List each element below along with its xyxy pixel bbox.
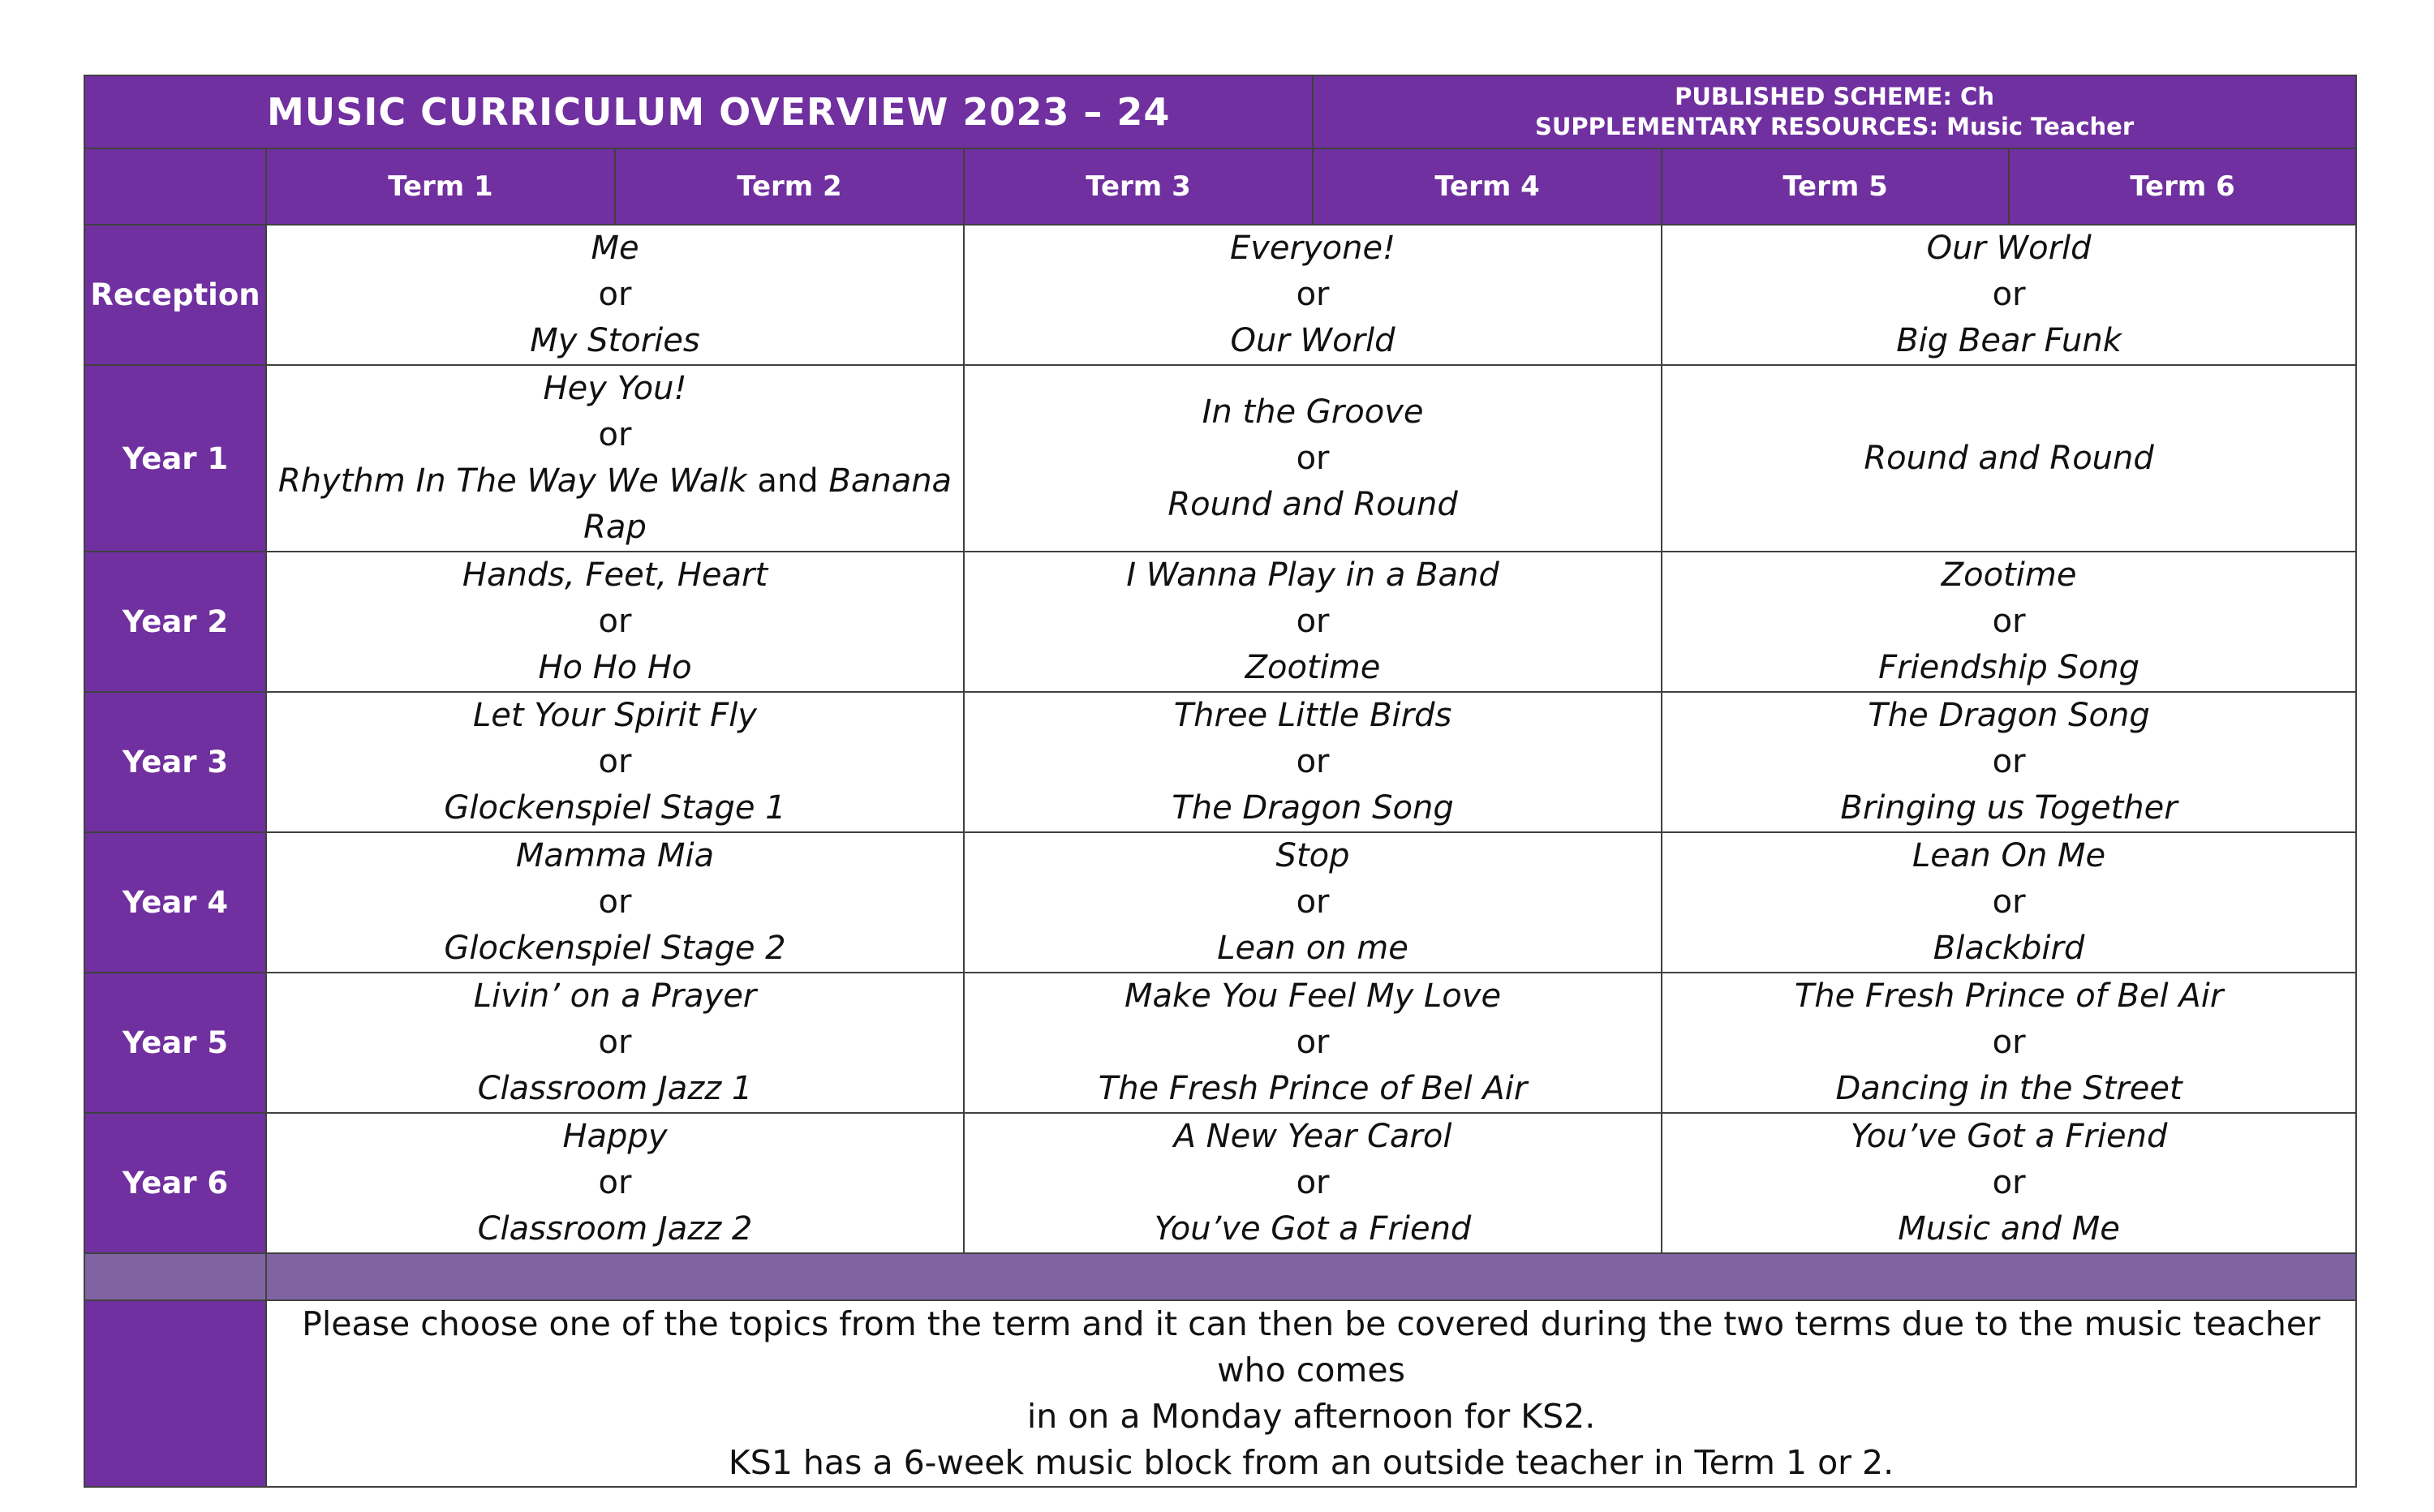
scheme-info bbox=[1313, 75, 2356, 148]
topic-option: The Fresh Prince of Bel Air bbox=[1794, 977, 2224, 1015]
topic-option: Everyone! bbox=[1229, 230, 1396, 267]
topic-option: Three Little Birds bbox=[1173, 697, 1452, 734]
topic-option: You’ve Got a Friend bbox=[1850, 1118, 2168, 1155]
topic-option: Rhythm In The Way We Walk bbox=[277, 462, 747, 500]
topic-option: Glockenspiel Stage 2 bbox=[444, 930, 786, 967]
topic-option: I Wanna Play in a Band bbox=[1126, 556, 1499, 594]
or-separator: or bbox=[598, 1164, 632, 1201]
title-row bbox=[84, 75, 2356, 148]
topic-cell bbox=[1662, 365, 2356, 552]
or-separator: or bbox=[598, 1024, 632, 1061]
topic-option-continued: Rap bbox=[583, 509, 647, 546]
topic-option: The Fresh Prince of Bel Air bbox=[1098, 1070, 1528, 1107]
page-title: MUSIC CURRICULUM OVERVIEW 2023 – 24 bbox=[84, 75, 1313, 148]
topic-option: Hands, Feet, Heart bbox=[462, 556, 768, 594]
topic-cell bbox=[266, 692, 964, 832]
topic-cell bbox=[964, 1113, 1662, 1253]
topic-option: Let Your Spirit Fly bbox=[473, 697, 757, 734]
topic-option: The Dragon Song bbox=[1868, 697, 2150, 734]
note-label-cell bbox=[84, 1300, 266, 1487]
or-separator: or bbox=[598, 743, 632, 780]
note-line: in on a Monday afternoon for KS2. bbox=[1026, 1397, 1596, 1436]
topic-option: Blackbird bbox=[1933, 930, 2085, 967]
separator-cell bbox=[84, 1253, 266, 1300]
and-separator: and bbox=[746, 462, 829, 500]
topic-option: Make You Feel My Love bbox=[1124, 977, 1502, 1015]
table-row bbox=[84, 225, 2356, 365]
or-separator: or bbox=[598, 883, 632, 921]
topic-option: You’ve Got a Friend bbox=[1154, 1210, 1472, 1248]
topic-option: Our World bbox=[1230, 322, 1395, 359]
or-separator: or bbox=[1296, 1024, 1330, 1061]
table-row bbox=[84, 1113, 2356, 1253]
row-label-year-1: Year 1 bbox=[84, 365, 266, 552]
topic-option: Bringing us Together bbox=[1840, 789, 2178, 827]
note-line: Please choose one of the topics from the term and it can then be covered during the two terms due to the music teacher who comes bbox=[302, 1304, 2320, 1390]
row-label-year-4: Year 4 bbox=[84, 832, 266, 973]
topic-option: Happy bbox=[562, 1118, 668, 1155]
topic-option: Lean On Me bbox=[1912, 837, 2106, 874]
topic-option: Banana bbox=[828, 462, 953, 500]
or-separator: or bbox=[598, 416, 632, 453]
or-separator: or bbox=[1296, 743, 1330, 780]
or-separator: or bbox=[1992, 603, 2026, 640]
topic-option: Zootime bbox=[1245, 649, 1381, 686]
topic-option: Big Bear Funk bbox=[1896, 322, 2122, 359]
topic-option: Zootime bbox=[1941, 556, 2077, 594]
term-header-2: Term 2 bbox=[615, 148, 964, 225]
topic-option: Round and Round bbox=[1168, 485, 1458, 523]
table-row bbox=[84, 973, 2356, 1113]
table-row bbox=[84, 552, 2356, 692]
row-label-year-2: Year 2 bbox=[84, 552, 266, 692]
separator-cell bbox=[266, 1253, 2356, 1300]
term-header-1: Term 1 bbox=[266, 148, 615, 225]
note-text bbox=[266, 1300, 2356, 1487]
topic-option: Livin’ on a Prayer bbox=[473, 977, 757, 1015]
topic-cell bbox=[1662, 552, 2356, 692]
topic-cell bbox=[964, 365, 1662, 552]
topic-option: Music and Me bbox=[1898, 1210, 2120, 1248]
topic-option: Round and Round bbox=[1864, 439, 2154, 477]
topic-option: Hey You! bbox=[543, 370, 687, 407]
term-header-6: Term 6 bbox=[2009, 148, 2356, 225]
row-label-year-6: Year 6 bbox=[84, 1113, 266, 1253]
topic-cell bbox=[964, 692, 1662, 832]
topic-cell bbox=[266, 1113, 964, 1253]
or-separator: or bbox=[598, 603, 632, 640]
topic-cell bbox=[266, 973, 964, 1113]
topic-option: Ho Ho Ho bbox=[538, 649, 692, 686]
topic-cell bbox=[964, 973, 1662, 1113]
or-separator: or bbox=[1296, 883, 1330, 921]
row-label-reception: Reception bbox=[84, 225, 266, 365]
term-header-4: Term 4 bbox=[1313, 148, 1662, 225]
topic-option: Dancing in the Street bbox=[1835, 1070, 2182, 1107]
supplementary-resources: SUPPLEMENTARY RESOURCES: Music Teacher bbox=[1534, 113, 2135, 140]
topic-option: Me bbox=[591, 230, 639, 267]
topic-cell bbox=[1662, 973, 2356, 1113]
topic-option: Lean on me bbox=[1217, 930, 1408, 967]
term-header-5: Term 5 bbox=[1662, 148, 2009, 225]
row-label-year-3: Year 3 bbox=[84, 692, 266, 832]
or-separator: or bbox=[1992, 276, 2026, 313]
topic-cell bbox=[266, 365, 964, 552]
topic-cell bbox=[1662, 225, 2356, 365]
or-separator: or bbox=[1992, 883, 2026, 921]
topic-cell bbox=[1662, 1113, 2356, 1253]
published-scheme: PUBLISHED SCHEME: Ch bbox=[1675, 83, 1994, 110]
topic-cell bbox=[266, 225, 964, 365]
corner-cell bbox=[84, 148, 266, 225]
topic-cell bbox=[1662, 692, 2356, 832]
topic-cell bbox=[964, 832, 1662, 973]
topic-option: Classroom Jazz 2 bbox=[477, 1210, 753, 1248]
or-separator: or bbox=[1992, 1164, 2026, 1201]
separator-row bbox=[84, 1253, 2356, 1300]
topic-cell bbox=[1662, 832, 2356, 973]
or-separator: or bbox=[1296, 276, 1330, 313]
or-separator: or bbox=[598, 276, 632, 313]
topic-cell bbox=[964, 552, 1662, 692]
topic-option: Friendship Song bbox=[1878, 649, 2140, 686]
topic-option: In the Groove bbox=[1202, 393, 1424, 431]
curriculum-overview-sheet bbox=[84, 75, 2355, 1488]
or-separator: or bbox=[1296, 439, 1330, 477]
topic-option: Our World bbox=[1926, 230, 2092, 267]
topic-option: Classroom Jazz 1 bbox=[477, 1070, 753, 1107]
term-header-row bbox=[84, 148, 2356, 225]
topic-option: My Stories bbox=[530, 322, 700, 359]
table-row bbox=[84, 365, 2356, 552]
row-label-year-5: Year 5 bbox=[84, 973, 266, 1113]
table-row bbox=[84, 832, 2356, 973]
or-separator: or bbox=[1296, 1164, 1330, 1201]
topic-option: The Dragon Song bbox=[1172, 789, 1454, 827]
curriculum-table bbox=[84, 75, 2357, 1488]
term-header-3: Term 3 bbox=[964, 148, 1313, 225]
topic-option: A New Year Carol bbox=[1173, 1118, 1452, 1155]
or-separator: or bbox=[1992, 1024, 2026, 1061]
topic-option: Glockenspiel Stage 1 bbox=[444, 789, 786, 827]
or-separator: or bbox=[1992, 743, 2026, 780]
topic-option-combined bbox=[267, 458, 963, 505]
topic-option: Mamma Mia bbox=[515, 837, 715, 874]
note-line: KS1 has a 6-week music block from an outside teacher in Term 1 or 2. bbox=[728, 1443, 1894, 1482]
topic-cell bbox=[266, 552, 964, 692]
topic-option: Stop bbox=[1275, 837, 1350, 874]
note-row bbox=[84, 1300, 2356, 1487]
or-separator: or bbox=[1296, 603, 1330, 640]
topic-cell bbox=[964, 225, 1662, 365]
topic-cell bbox=[266, 832, 964, 973]
table-row bbox=[84, 692, 2356, 832]
